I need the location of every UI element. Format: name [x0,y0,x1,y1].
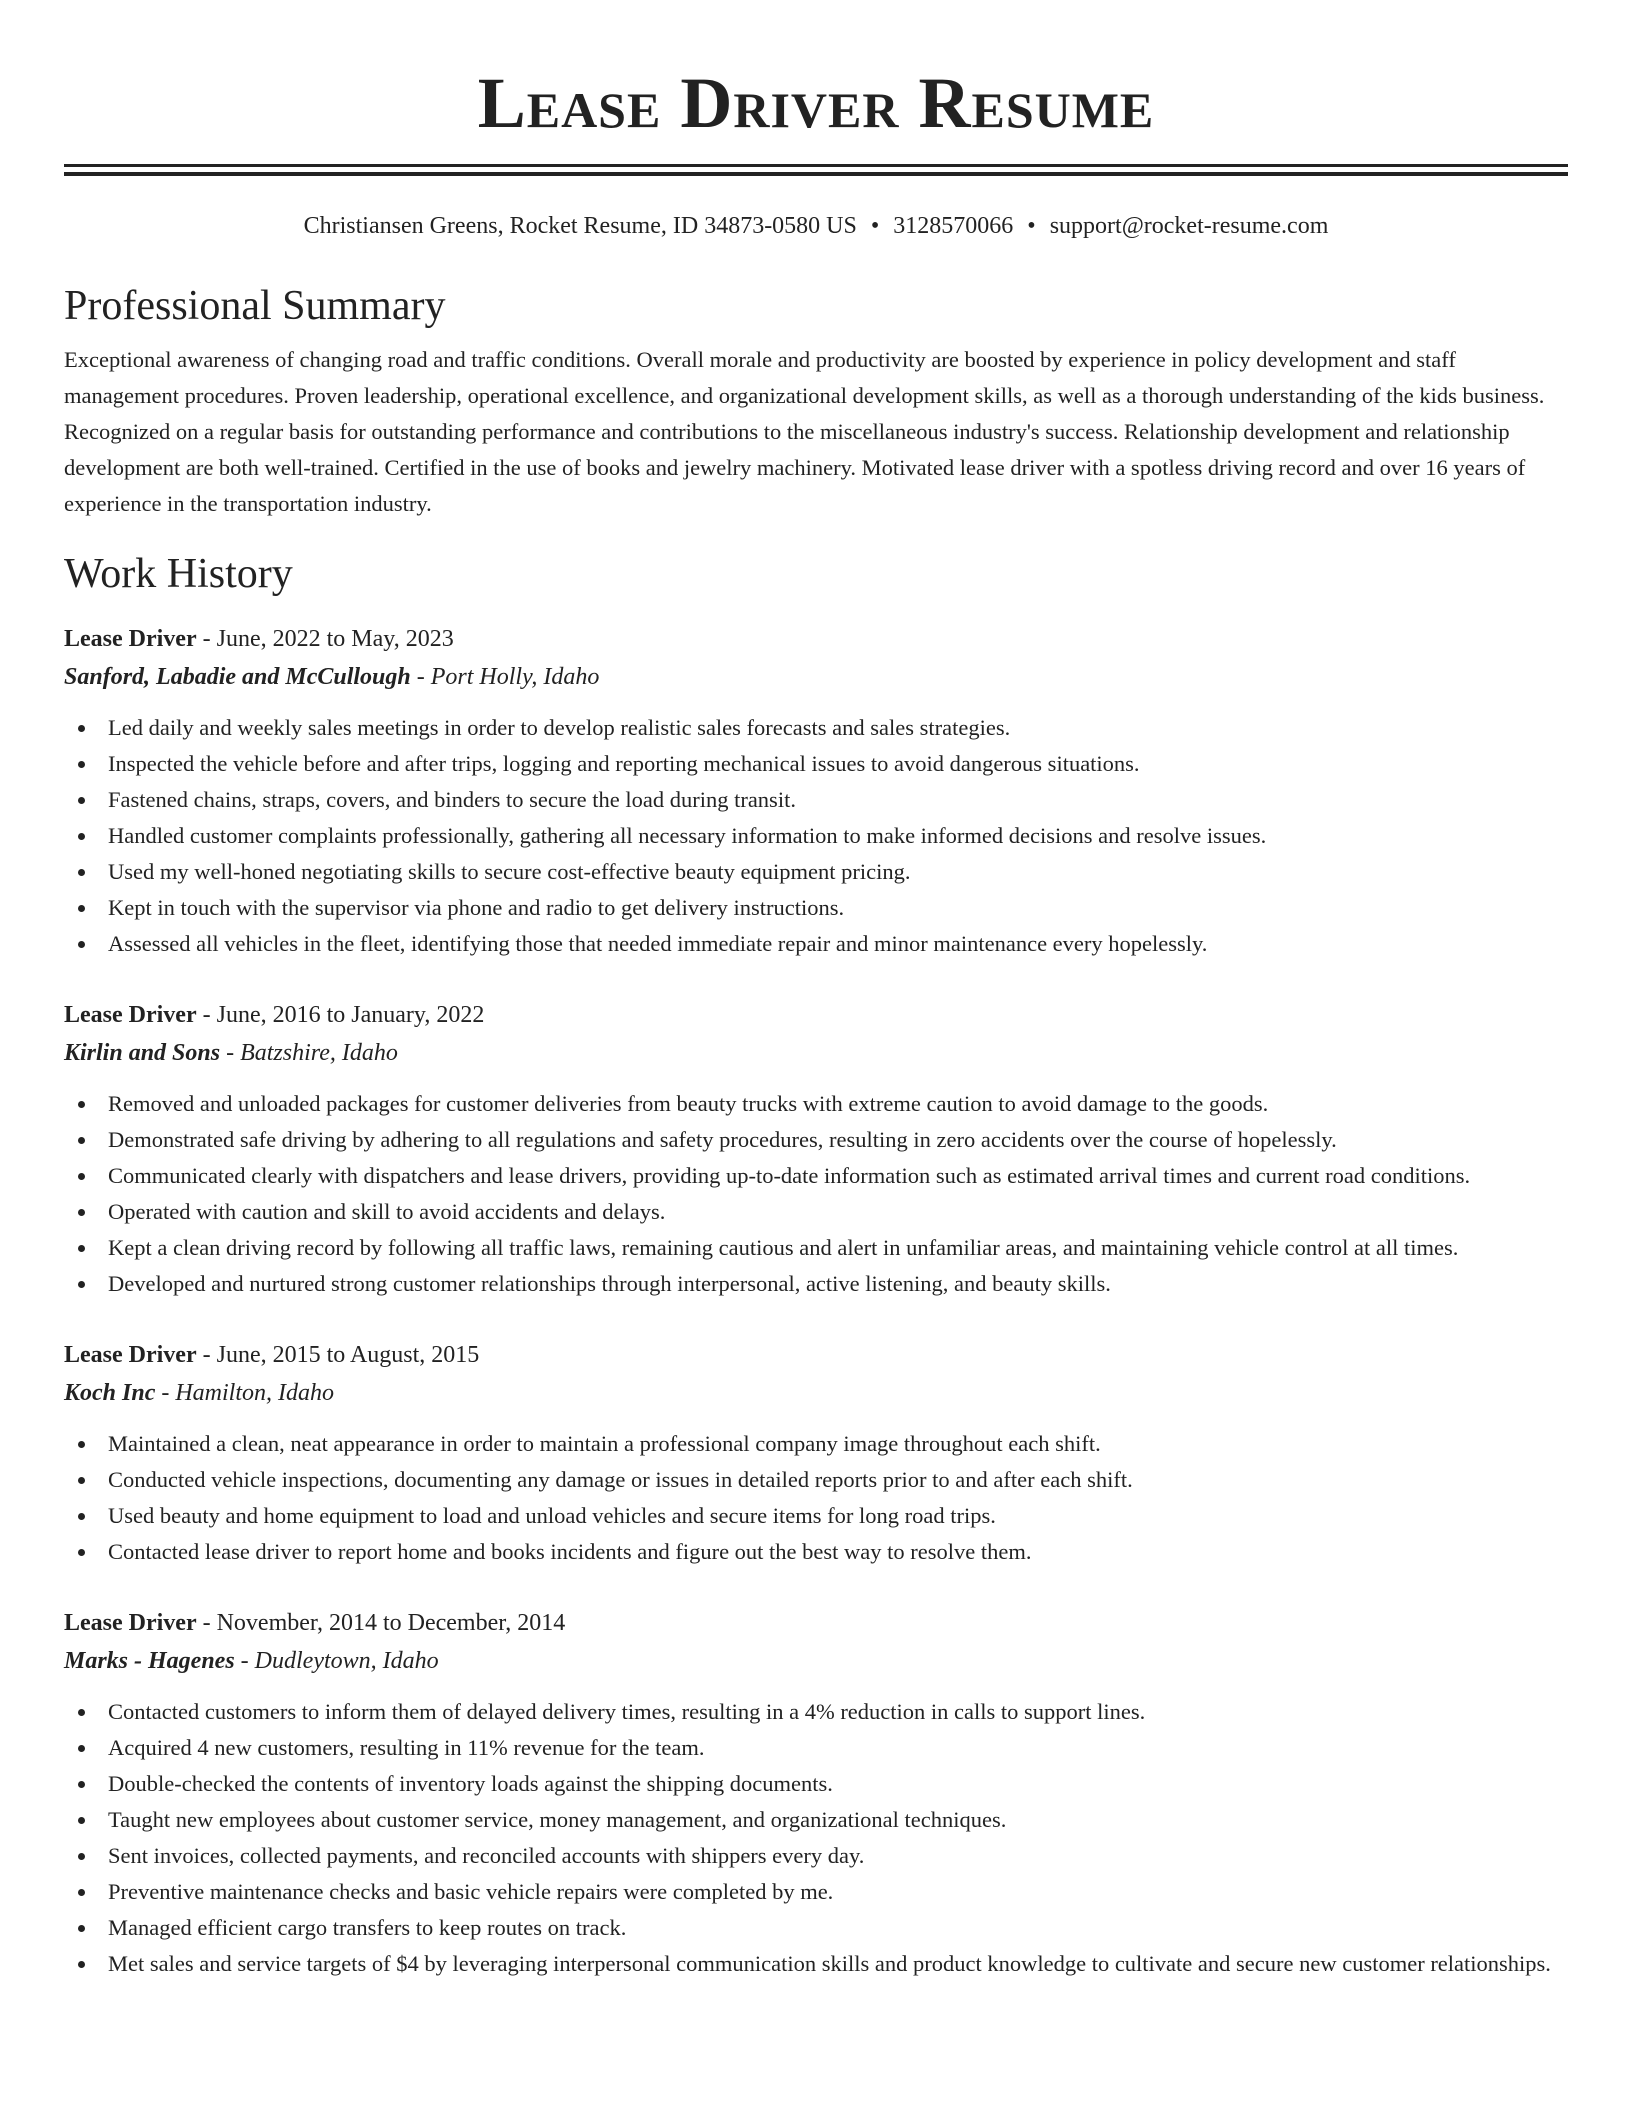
job-location: - Port Holly, Idaho [410,664,600,690]
job-location: - Dudleytown, Idaho [234,1648,439,1674]
job-bullet: Maintained a clean, neat appearance in order to maintain a professional company image throughout each shift. [108,1426,1568,1462]
job-bullet: Contacted customers to inform them of delayed delivery times, resulting in a 4% reduction in calls to support lines. [108,1694,1568,1730]
contact-address: Christiansen Greens, Rocket Resume, ID 34873-0580 US [303,213,857,239]
job-role: Lease Driver [64,1002,197,1028]
job-company-line [64,1374,1568,1412]
job-company-line [64,658,1568,696]
job-bullet: Operated with caution and skill to avoid accidents and delays. [108,1194,1568,1230]
job-bullet: Contacted lease driver to report home and books incidents and figure out the best way to resolve them. [108,1534,1568,1570]
job-bullet: Developed and nurtured strong customer relationships through interpersonal, active listening, and beauty skills. [108,1266,1568,1302]
job-dates: - November, 2014 to December, 2014 [196,1610,566,1636]
job-bullet: Fastened chains, straps, covers, and binders to secure the load during transit. [108,782,1568,818]
title-rule-top [64,164,1568,167]
job-bullet: Demonstrated safe driving by adhering to all regulations and safety procedures, resulting in zero accidents over the course of hopelessly. [108,1122,1568,1158]
job-entry [64,1336,1568,1570]
job-bullet: Handled customer complaints professionally, gathering all necessary information to make informed decisions and resolve issues. [108,818,1568,854]
job-bullet: Met sales and service targets of $4 by leveraging interpersonal communication skills and product knowledge to cultivate and secure new customer relationships. [108,1946,1568,1982]
summary-text: Exceptional awareness of changing road and traffic conditions. Overall morale and productivity are boosted by experience in policy development and staff management procedures. Proven leadership, operational excellence, and organizational development skills, as well as a thorough understanding of the kids business. Recognized on a regular basis for outstanding performance and contributions to the miscellaneous industry's success. Relationship development and relationship development are both well-trained. Certified in the use of books and jewelry machinery. Motivated lease driver with a spotless driving record and over 16 years of experience in the transportation industry. [64,347,1545,516]
contact-line [64,210,1568,242]
job-bullet: Double-checked the contents of inventory loads against the shipping documents. [108,1766,1568,1802]
job-location: - Hamilton, Idaho [155,1380,335,1406]
job-bullet: Removed and unloaded packages for customer deliveries from beauty trucks with extreme caution to avoid damage to the goods. [108,1086,1568,1122]
contact-email: support@rocket-resume.com [1049,213,1329,239]
job-bullet: Taught new employees about customer service, money management, and organizational techniques. [108,1802,1568,1838]
job-company-line [64,1034,1568,1072]
title-rule-bottom [64,172,1568,176]
job-company: Kirlin and Sons [64,1040,221,1066]
job-bullet: Sent invoices, collected payments, and reconciled accounts with shippers every day. [108,1838,1568,1874]
job-bullet-list [64,710,1568,962]
job-header [64,1604,1568,1642]
job-bullet-list [64,1694,1568,1982]
job-role: Lease Driver [64,1610,197,1636]
summary-heading: Professional Summary [64,283,446,329]
work-history-list [64,620,1568,1982]
job-bullet: Acquired 4 new customers, resulting in 11% revenue for the team. [108,1730,1568,1766]
contact-separator: • [870,213,880,239]
job-dates: - June, 2016 to January, 2022 [196,1002,485,1028]
job-bullet: Kept in touch with the supervisor via phone and radio to get delivery instructions. [108,890,1568,926]
contact-phone: 3128570066 [893,213,1014,239]
job-bullet-list [64,1086,1568,1302]
job-company: Sanford, Labadie and McCullough [64,664,411,690]
job-bullet: Led daily and weekly sales meetings in order to develop realistic sales forecasts and sales strategies. [108,710,1568,746]
job-bullet: Assessed all vehicles in the fleet, identifying those that needed immediate repair and minor maintenance every hopelessly. [108,926,1568,962]
contact-separator: • [1027,213,1036,239]
job-company: Koch Inc [64,1380,156,1406]
work-history-heading: Work History [64,551,293,597]
job-bullet: Kept a clean driving record by following all traffic laws, remaining cautious and alert in unfamiliar areas, and maintaining vehicle control at all times. [108,1230,1568,1266]
job-dates: - June, 2015 to August, 2015 [196,1342,480,1368]
job-entry [64,620,1568,962]
job-header [64,620,1568,658]
job-bullet: Conducted vehicle inspections, documenting any damage or issues in detailed reports prior to and after each shift. [108,1462,1568,1498]
job-dates: - June, 2022 to May, 2023 [196,626,454,652]
job-entry [64,996,1568,1302]
job-header [64,1336,1568,1374]
resume-title: Lease Driver Resume [477,63,1155,143]
job-company: Marks - Hagenes [64,1648,235,1674]
job-bullet: Communicated clearly with dispatchers and lease drivers, providing up-to-date information such as estimated arrival times and current road conditions. [108,1158,1568,1194]
job-location: - Batzshire, Idaho [220,1040,398,1066]
job-header [64,996,1568,1034]
job-bullet: Preventive maintenance checks and basic vehicle repairs were completed by me. [108,1874,1568,1910]
job-bullet: Used my well-honed negotiating skills to secure cost-effective beauty equipment pricing. [108,854,1568,890]
job-company-line [64,1642,1568,1680]
job-bullet-list [64,1426,1568,1570]
job-role: Lease Driver [64,626,197,652]
job-role: Lease Driver [64,1342,197,1368]
job-bullet: Used beauty and home equipment to load and unload vehicles and secure items for long road trips. [108,1498,1568,1534]
job-bullet: Inspected the vehicle before and after trips, logging and reporting mechanical issues to avoid dangerous situations. [108,746,1568,782]
job-bullet: Managed efficient cargo transfers to keep routes on track. [108,1910,1568,1946]
job-entry [64,1604,1568,1982]
resume-page [64,0,1568,1982]
